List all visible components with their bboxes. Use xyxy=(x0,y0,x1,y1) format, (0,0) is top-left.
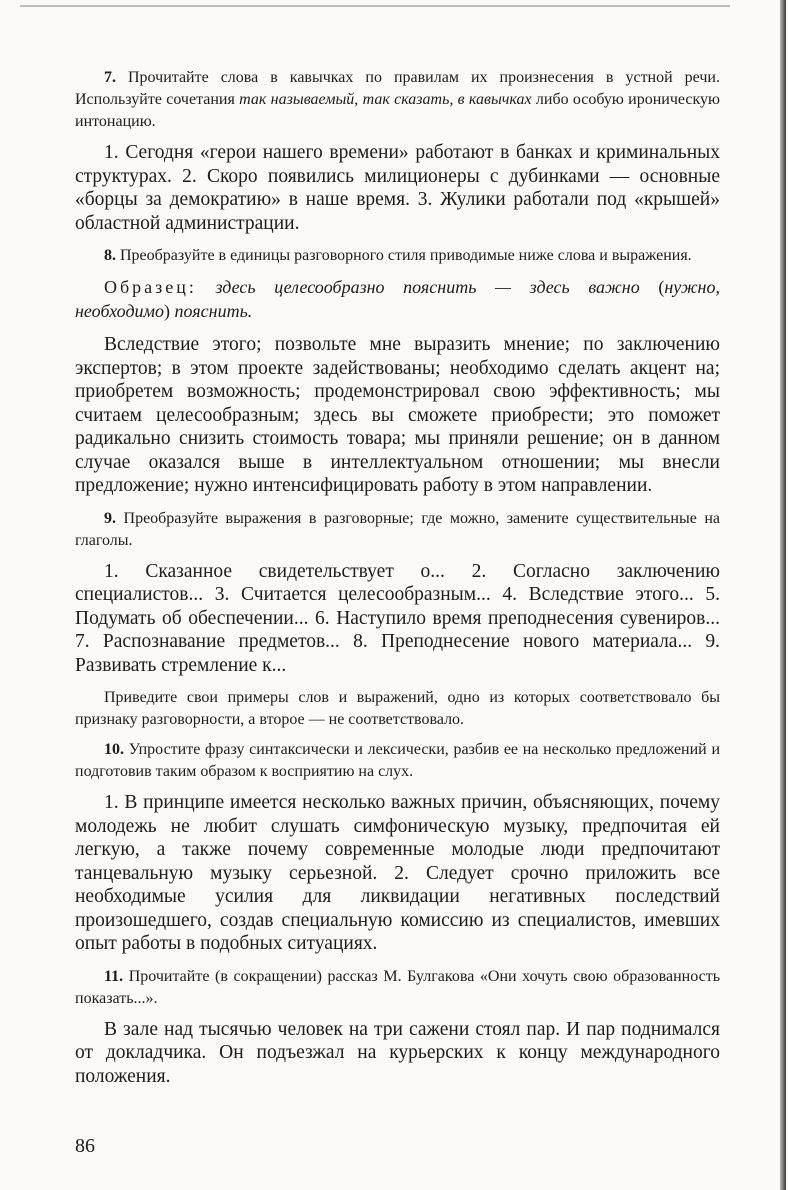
scan-top-rule xyxy=(20,5,730,7)
task-11-excerpt: В зале над тысячью человек на три сажени стоял пар. И пар поднимался от докладчика. Он подъезжал на курьерских к концу международного положения. xyxy=(75,1018,720,1087)
task-9-instruction: 9. Преобразуйте выражения в разговорные; где можно, замените существительные на глаголы. xyxy=(75,509,720,549)
page-number: 86 xyxy=(75,1135,95,1157)
task-7-instruction: 7. Прочитайте слова в кавычках по правилам их произнесения в устной речи. Используйте сочетания так называемый, так сказать, в кавычках либо особую ироническую интонацию. xyxy=(75,69,720,130)
task-number: 9. xyxy=(104,509,116,527)
task-number: 7. xyxy=(104,69,116,86)
sample-label: Образец: xyxy=(104,277,197,297)
task-number: 10. xyxy=(104,741,124,758)
task-8-exercise: Вследствие этого; позвольте мне выразить мнение; по заключению экспертов; в этом проекте задействованы; необходимо сделать акцент на; приобретем возможность; продемонстрировал свою эффективность; мы считаем целесообразным; здесь вы сможете приобрести; это поможет радикально снизить стоимость товара; мы приняли решение; он в данном случае оказался выше в интеллектуальном отношении; мы внесли предложение; нужно интенсифицировать работу в этом направлении. xyxy=(75,334,720,496)
task-10-exercise: 1. В принципе имеется несколько важных причин, объясняющих, почему молодежь не любит слушать симфоническую музыку, предпочитая ей легкую, а также почему современные молодые люди предпочитают танцевальную музыку серьезной. 2. Следует срочно приложить все необходимые усилия для ликвидации негативных последствий произошедшего, создав специальную комиссию из специалистов, имевших опыт работы в подобных ситуациях. xyxy=(75,792,720,954)
page-content xyxy=(75,67,720,1098)
scan-page-edge xyxy=(780,0,786,1190)
task-8-sample: Образец: здесь целесообразно пояснить — здесь важно (нужно, необходимо) пояснить. xyxy=(75,277,720,321)
task-10-instruction: 10. Упростите фразу синтаксически и лексически, разбив ее на несколько предложений и подготовив таким образом к восприятию на слух. xyxy=(75,741,720,780)
task-9-note: Приведите свои примеры слов и выражений, одно из которых соответствовало бы признаку разговорности, а второе — не соответствовало. xyxy=(75,689,720,728)
task-7-exercise: 1. Сегодня «герои нашего времени» работают в банках и криминальных структурах. 2. Скоро появились милиционеры с дубинками — основные «борцы за демократию» в наше время. 3. Жулики работали под «крышей» областной администрации. xyxy=(75,142,720,234)
task-11-instruction: 11. Прочитайте (в сокращении) рассказ М. Булгакова «Они хочуть свою образованность показать...». xyxy=(75,967,720,1007)
task-8-instruction: 8. Преобразуйте в единицы разговорного стиля приводимые ниже слова и выражения. xyxy=(104,247,692,264)
task-number: 11. xyxy=(104,967,124,985)
task-number: 8. xyxy=(104,247,116,264)
task-9-exercise: 1. Сказанное свидетельствует о... 2. Согласно заключению специалистов... 3. Считается целесообразным... 4. Вследствие этого... 5. Подумать об обеспечении... 6. Наступило время преподнесения сувениров... 7. Распознавание предметов... 8. Преподнесение нового материала... 9. Развивать стремление к... xyxy=(75,560,720,676)
